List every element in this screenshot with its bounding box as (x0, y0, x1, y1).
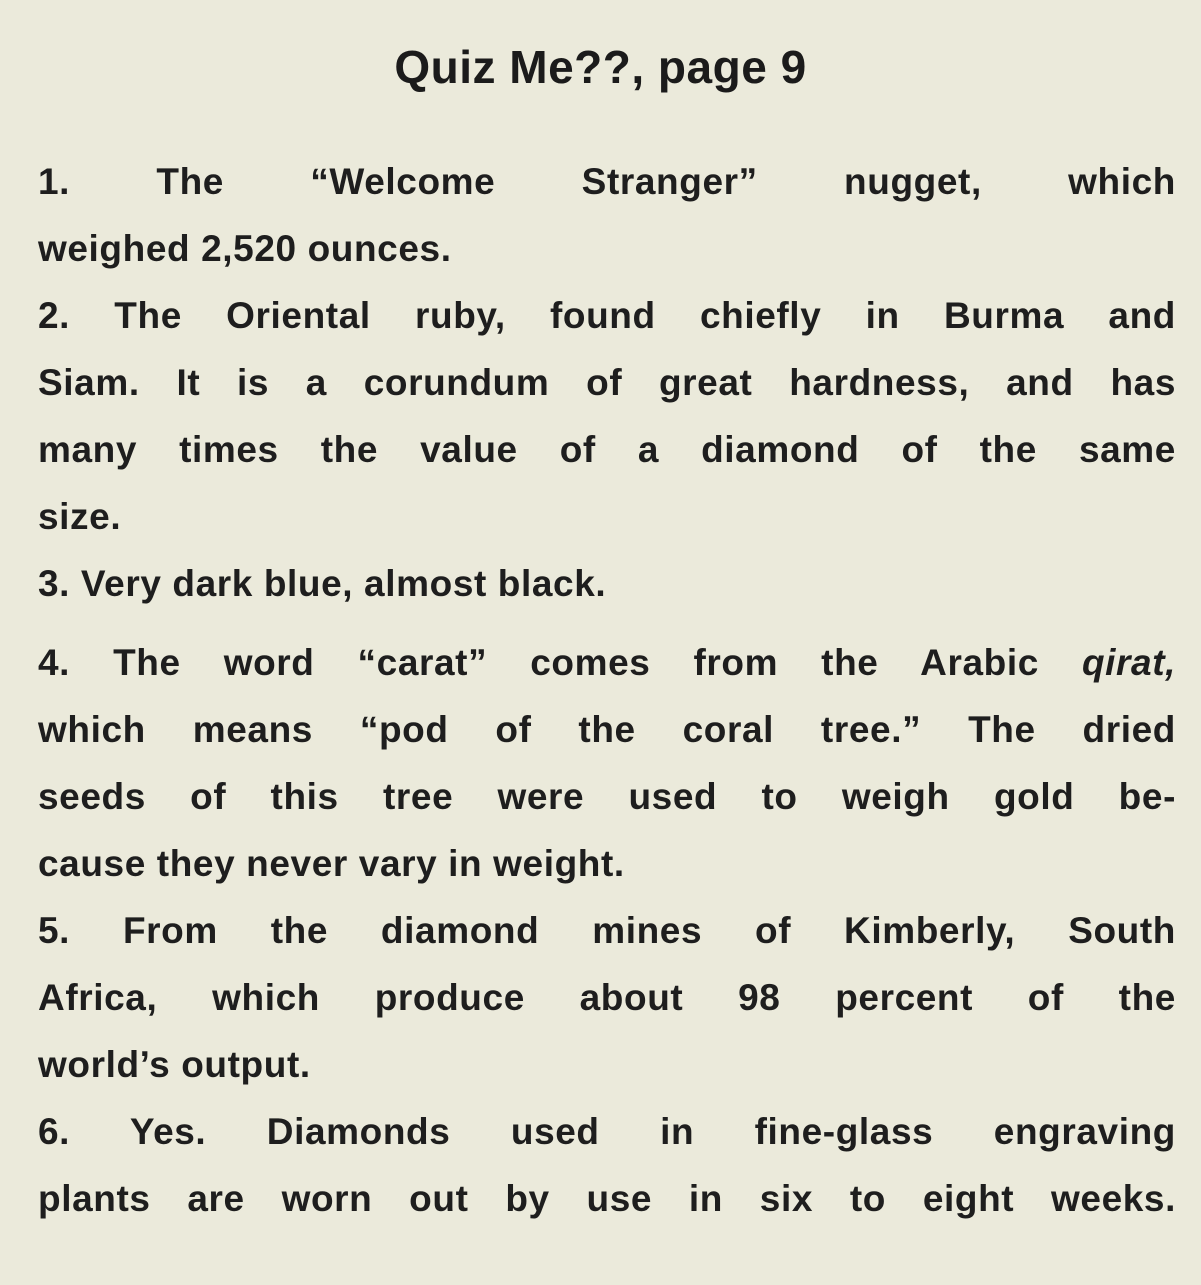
line-text: seeds of this tree were used to weigh gold be- (38, 776, 1176, 817)
text-line (38, 964, 1176, 1031)
line-text: weighed 2,520 ounces. (38, 228, 452, 269)
text-line (38, 416, 1176, 483)
answer-5 (38, 897, 1176, 1098)
answer-6 (38, 1098, 1176, 1232)
text-line (38, 1031, 1176, 1098)
line-text: 3. Very dark blue, almost black. (38, 563, 607, 604)
text-line (38, 282, 1176, 349)
line-text: 1. The “Welcome Stranger” nugget, which (38, 161, 1176, 202)
italic-word: qirat, (1081, 642, 1176, 683)
line-text: cause they never vary in weight. (38, 843, 625, 884)
line-text: size. (38, 496, 122, 537)
text-line (38, 550, 1176, 617)
text-line (38, 1098, 1176, 1165)
line-text: 5. From the diamond mines of Kimberly, South (38, 910, 1176, 951)
line-text: many times the value of a diamond of the same (38, 429, 1176, 470)
line-text: 6. Yes. Diamonds used in fine-glass engraving (38, 1111, 1176, 1152)
answer-1 (38, 148, 1176, 282)
text-line (38, 897, 1176, 964)
line-text: which means “pod of the coral tree.” The dried (38, 709, 1176, 750)
answer-4 (38, 629, 1176, 897)
text-line (38, 148, 1176, 215)
text-line (38, 349, 1176, 416)
line-text: world’s output. (38, 1044, 311, 1085)
page-title: Quiz Me??, page 9 (394, 41, 807, 93)
text-line (38, 215, 1176, 282)
text-line (38, 629, 1176, 696)
text-line (38, 763, 1176, 830)
line-text: Siam. It is a corundum of great hardness, and has (38, 362, 1176, 403)
text-line (38, 1165, 1176, 1232)
answer-list (38, 148, 1176, 1232)
text-line (38, 696, 1176, 763)
text-line (38, 830, 1176, 897)
text-line (38, 483, 1176, 550)
answer-3 (38, 550, 1176, 617)
answer-2 (38, 282, 1176, 550)
line-text: 2. The Oriental ruby, found chiefly in Burma and (38, 295, 1176, 336)
line-text: plants are worn out by use in six to eight weeks. (38, 1178, 1176, 1219)
line-text: Africa, which produce about 98 percent of the (38, 977, 1176, 1018)
line-text: 4. The word “carat” comes from the Arabic (38, 642, 1082, 683)
